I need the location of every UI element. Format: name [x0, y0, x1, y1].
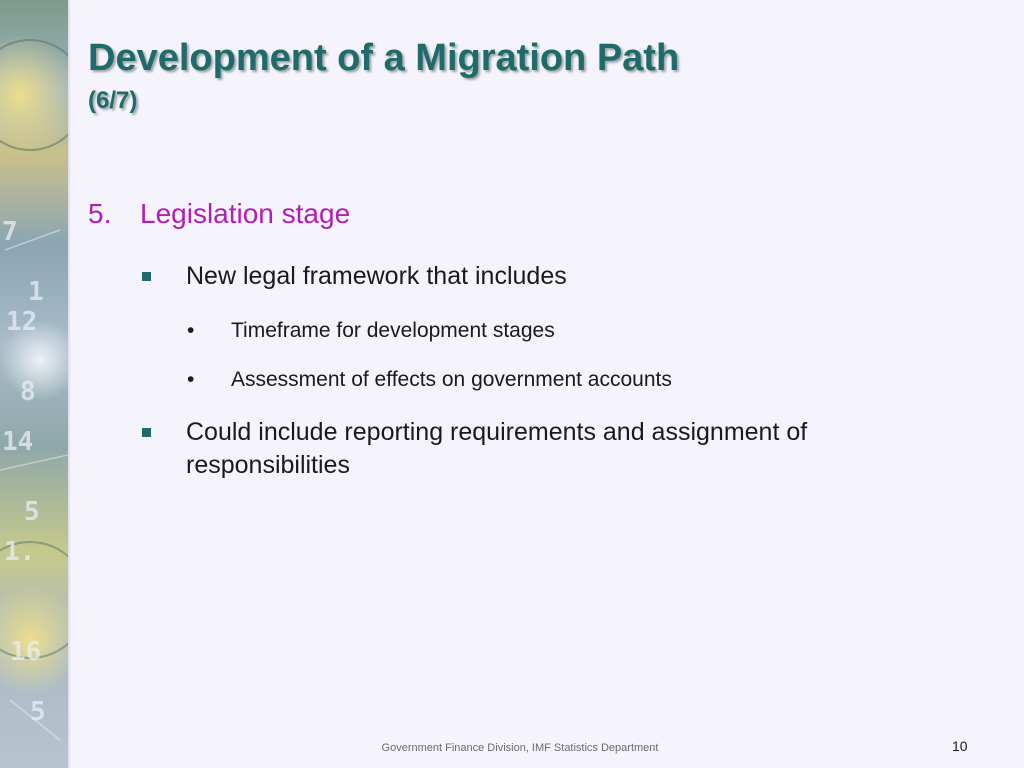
sub-bullet-text: Timeframe for development stages [231, 319, 555, 342]
decorative-numbers-image [0, 0, 68, 768]
svg-text:1.: 1. [4, 537, 36, 567]
svg-text:16: 16 [10, 637, 42, 667]
svg-text:5: 5 [24, 497, 40, 527]
strip-edge-divider [68, 0, 71, 768]
page-number: 10 [952, 738, 968, 754]
square-bullet-icon [142, 428, 151, 437]
svg-text:14: 14 [2, 427, 34, 457]
slide-subtitle: (6/7) [88, 87, 138, 114]
svg-text:12: 12 [6, 307, 38, 337]
bullet-text: New legal framework that includes [186, 262, 567, 290]
sub-bullet-marker: • [187, 319, 195, 342]
heading-text: Legislation stage [140, 198, 351, 229]
svg-text:8: 8 [20, 377, 36, 407]
svg-text:7: 7 [2, 217, 18, 247]
sub-bullet-marker: • [187, 368, 195, 391]
heading-number: 5. [88, 198, 112, 229]
sub-bullet-text: Assessment of effects on government accounts [231, 368, 672, 391]
square-bullet-icon [142, 272, 151, 281]
slide-title: Development of a Migration Path [88, 37, 680, 79]
decorative-side-strip [0, 0, 68, 768]
svg-text:1: 1 [28, 277, 44, 307]
numbered-heading [88, 196, 350, 232]
slide-footer: Government Finance Division, IMF Statistics Department [381, 742, 659, 754]
svg-text:5: 5 [30, 697, 46, 727]
bullet-text: Could include reporting requirements and assignment of responsibilities [186, 418, 808, 479]
